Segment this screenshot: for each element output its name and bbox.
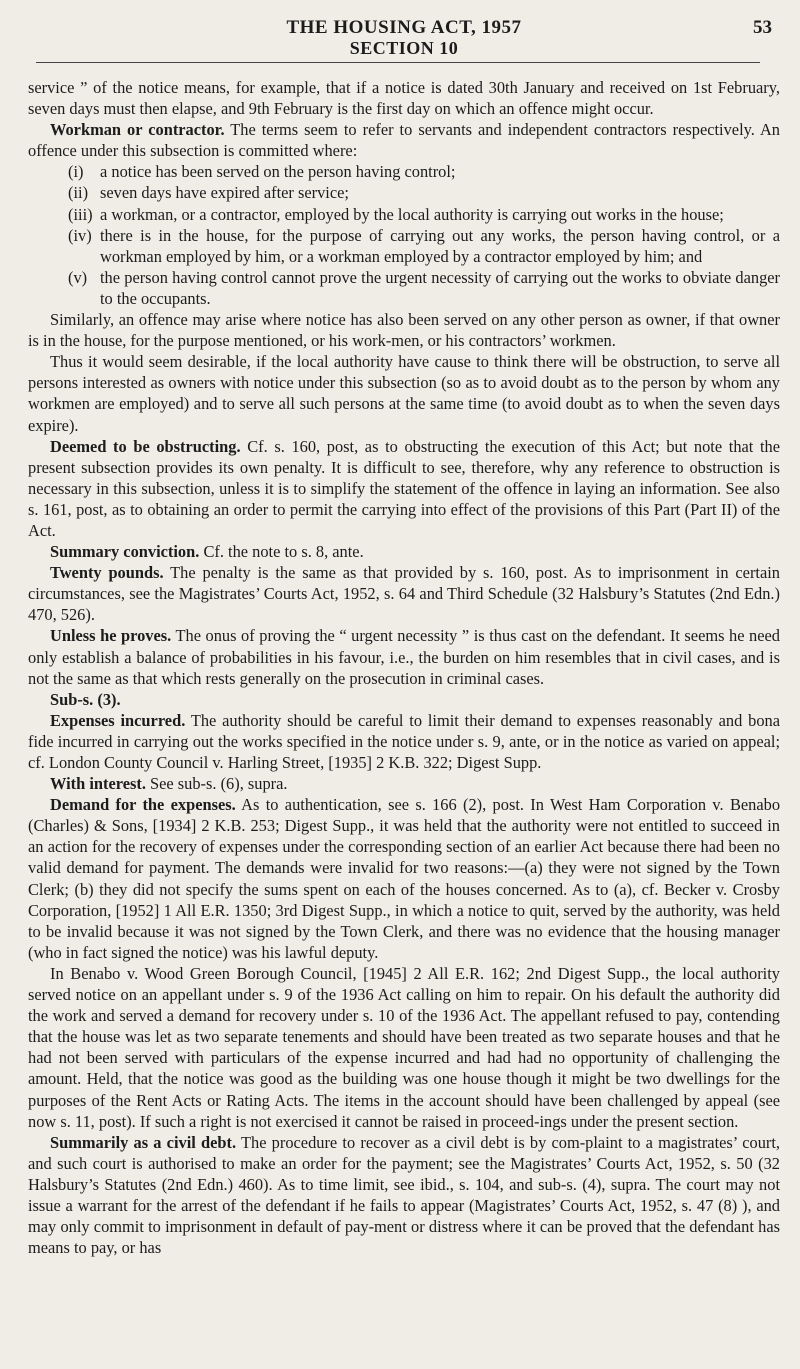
page-body (28, 77, 780, 1258)
conditions-list (28, 161, 780, 309)
page-header (28, 0, 780, 62)
paragraph: Demand for the expenses. As to authentication, see s. 166 (2), post. In West Ham Corporation v. Benabo (Charles) & Sons, [1934] 2 K.B. 253; Digest Supp., it was held that the authority were not entitled to succeed in an action for the recovery of expenses under the corresponding section of an earlier Act because there had been no valid demand for payment. The demands were invalid for two reasons:—(a) they were not signed by the Town Clerk; (b) they did not specify the sums spent on each of the houses concerned. As to (a), cf. Becker v. Crosby Corporation, [1952] 1 All E.R. 1350; 3rd Digest Supp., in which a notice to quit, served by the authority, was held to be invalid because it was not signed by the Town Clerk, and there was no evidence that the housing manager (who in fact signed the notice) was his lawful deputy. (28, 795, 781, 962)
paragraph: Thus it would seem desirable, if the local authority have cause to think there will be obstruction, to serve all persons interested as owners with notice under this subsection (so as to avoid doubt as to the person by whom any workmen are employed) and to serve all such persons at the same time (to avoid doubt as to when the seven days expire). (28, 352, 780, 435)
list-item: (i) a notice has been served on the person having control; (68, 162, 456, 182)
subsection-heading: Sub-s. (3). (50, 689, 121, 709)
paragraph: With interest. See sub-s. (6), supra. (50, 774, 288, 794)
paragraph-heading: Twenty pounds. (50, 563, 164, 583)
paragraph-heading: Workman or contractor. (50, 120, 225, 140)
paragraph: Deemed to be obstructing. Cf. s. 160, post, as to obstructing the execution of this Act; but note that the present subsection provides its own penalty. It is difficult to see, therefore, why any reference to obstruction is necessary in this subsection, unless it is to simplify the statement of the offence in laying an information. See also s. 161, post, as to obtaining an order to permit the carrying into effect of the provisions of this Part (Part II) of the Act. (28, 436, 780, 540)
list-item: (v) the person having control cannot prove the urgent necessity of carrying out the works to obviate danger to the occupants. (68, 267, 780, 308)
page-number: 53 (753, 17, 772, 38)
paragraph-heading: Demand for the expenses. (50, 795, 236, 815)
paragraph: Expenses incurred. The authority should be careful to limit their demand to expenses reasonably and bona fide incurred in carrying out the works specified in the notice under s. 9, ante, or in the notice as varied on appeal; cf. London County Council v. Harling Street, [1935] 2 K.B. 322; Digest Supp. (28, 710, 780, 772)
paragraph-heading: Summarily as a civil debt. (50, 1132, 237, 1152)
paragraph-heading: Summary conviction. (50, 542, 200, 562)
list-item: (ii) seven days have expired after service; (68, 183, 349, 203)
paragraph: service ” of the notice means, for example, that if a notice is dated 30th January and received on 1st February, seven days must then elapse, and 9th February is the first day on which an offence might occur. (28, 78, 780, 119)
list-item: (iv) there is in the house, for the purpose of carrying out any works, the person having control, or a workman employed by him, or a workman employed by a contractor employed by him; and (68, 225, 780, 266)
paragraph: Similarly, an offence may arise where notice has also been served on any other person as owner, if that owner is in the house, for the purpose mentioned, or his work-men, or his contractors’ workmen. (28, 310, 780, 351)
paragraph-heading: Unless he proves. (50, 626, 172, 646)
running-title: THE HOUSING ACT, 1957 (286, 17, 522, 38)
header-rule (36, 62, 760, 63)
paragraph: Unless he proves. The onus of proving the “ urgent necessity ” is thus cast on the defendant. It seems he need only establish a balance of probabilities in his favour, i.e., the burden on him resembles that in civil cases, and is not the same as that which rests generally on the prosecution in criminal cases. (28, 626, 780, 688)
section-title: SECTION 10 (349, 38, 459, 58)
paragraph-heading: Deemed to be obstructing. (50, 436, 241, 456)
paragraph: In Benabo v. Wood Green Borough Council, [1945] 2 All E.R. 162; 2nd Digest Supp., the local authority served notice on an appellant under s. 9 of the 1936 Act calling on him to repair. On his default the authority did the work and served a demand for recovery under s. 10 of the 1936 Act. The appellant refused to pay, contending that the house was let as two separate tenements and should have been treated as two separate houses and that he had not been served with particulars of the expense incurred and had had no opportunity of challenging the amount. Held, that the notice was good as the building was one house though it might be two dwellings for the purposes of the Rent Acts or Rating Acts. The items in the account should have been challenged by appeal (see now s. 11, post). If such a right is not exercised it cannot be raised in proceed-ings under the present section. (28, 963, 780, 1131)
paragraph: Workman or contractor. The terms seem to refer to servants and independent contractors respectively. An offence under this subsection is committed where: (28, 120, 780, 161)
paragraph-heading: With interest. (50, 774, 146, 794)
paragraph: Summary conviction. Cf. the note to s. 8, ante. (50, 542, 364, 562)
paragraph: Summarily as a civil debt. The procedure to recover as a civil debt is by com-plaint to a magistrates’ court, and such court is authorised to make an order for the payment; see the Magistrates’ Courts Act, 1952, s. 50 (32 Halsbury’s Statutes (2nd Edn.) 460). As to time limit, see ibid., s. 104, and sub-s. (4), supra. The court may not issue a warrant for the arrest of the defendant if he fails to appear (Magistrates’ Courts Act, 1952, s. 47 (8) ), and may only commit to imprisonment in default of pay-ment or distress where it can be proved that the defendant has means to pay, or has (28, 1132, 780, 1258)
paragraph: Twenty pounds. The penalty is the same as that provided by s. 160, post. As to imprisonment in certain circumstances, see the Magistrates’ Courts Act, 1952, s. 64 and Third Schedule (32 Halsbury’s Statutes (2nd Edn.) 470, 526). (28, 563, 780, 625)
paragraph-heading: Expenses incurred. (50, 710, 186, 730)
list-item: (iii) a workman, or a contractor, employed by the local authority is carrying out works in the house; (68, 204, 724, 224)
